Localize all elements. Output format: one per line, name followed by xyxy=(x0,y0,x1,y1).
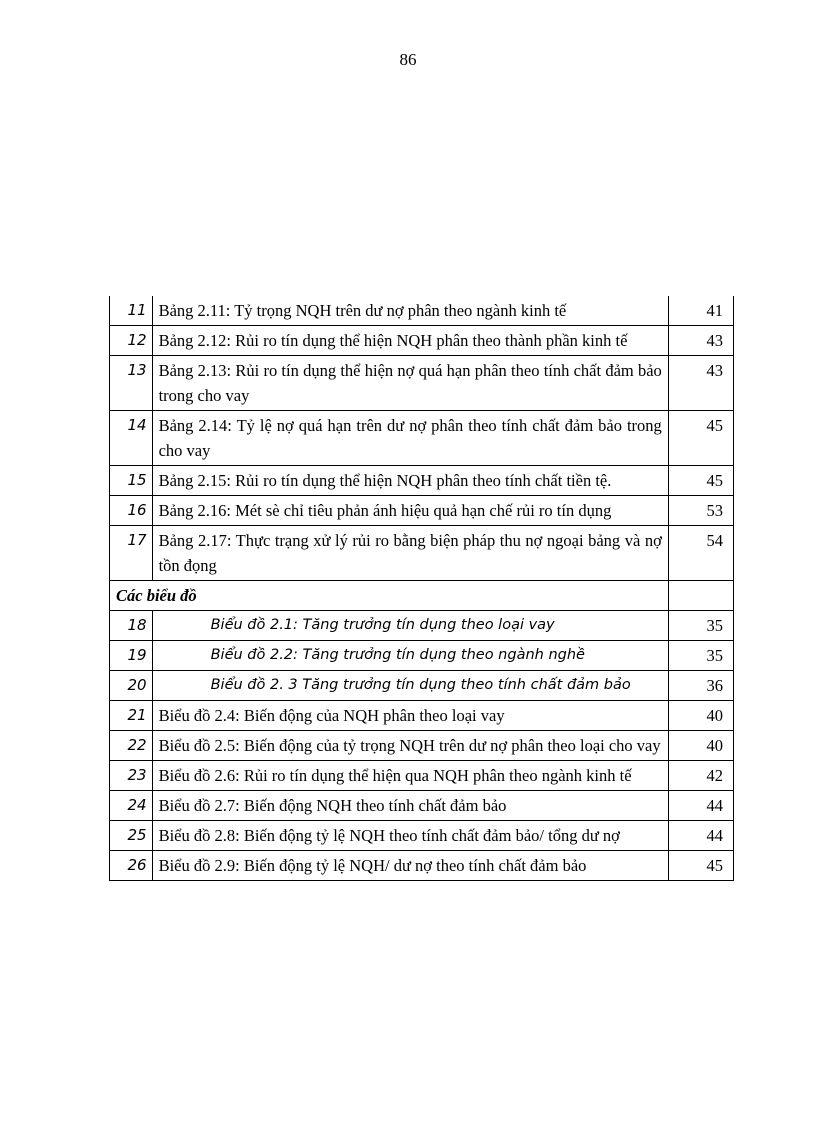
row-title: Bảng 2.17: Thực trạng xử lý rủi ro bằng biện pháp thu nợ ngoại bảng và nợ tồn đọng xyxy=(152,526,668,581)
row-page: 54 xyxy=(668,526,733,581)
table-row xyxy=(110,611,734,641)
row-page: 40 xyxy=(668,731,733,761)
section-page-cell xyxy=(668,581,733,611)
row-number: 15 xyxy=(110,466,153,496)
row-page: 44 xyxy=(668,791,733,821)
table-row xyxy=(110,731,734,761)
row-number: 19 xyxy=(110,641,153,671)
row-page: 40 xyxy=(668,701,733,731)
table-row xyxy=(110,641,734,671)
row-title: Biểu đồ 2.4: Biến động của NQH phân theo loại vay xyxy=(152,701,668,731)
row-page: 53 xyxy=(668,496,733,526)
row-page: 45 xyxy=(668,466,733,496)
row-page: 43 xyxy=(668,326,733,356)
row-page: 42 xyxy=(668,761,733,791)
row-title: Bảng 2.15: Rủi ro tín dụng thể hiện NQH phân theo tính chất tiền tệ. xyxy=(152,466,668,496)
table-row xyxy=(110,851,734,881)
table-row xyxy=(110,761,734,791)
row-page: 45 xyxy=(668,411,733,466)
section-row xyxy=(110,581,734,611)
row-number: 16 xyxy=(110,496,153,526)
row-page: 43 xyxy=(668,356,733,411)
row-number: 11 xyxy=(110,296,153,326)
table-of-contents xyxy=(109,296,734,881)
row-title: Biểu đồ 2.2: Tăng trưởng tín dụng theo ngành nghề xyxy=(152,641,668,671)
row-number: 20 xyxy=(110,671,153,701)
row-page: 44 xyxy=(668,821,733,851)
row-title: Biểu đồ 2.5: Biến động của tỷ trọng NQH trên dư nợ phân theo loại cho vay xyxy=(152,731,668,761)
table-row xyxy=(110,701,734,731)
row-title: Biểu đồ 2.1: Tăng trưởng tín dụng theo loại vay xyxy=(152,611,668,641)
row-title: Biểu đồ 2. 3 Tăng trưởng tín dụng theo tính chất đảm bảo xyxy=(152,671,668,701)
row-number: 22 xyxy=(110,731,153,761)
row-title: Biểu đồ 2.7: Biến động NQH theo tính chất đảm bảo xyxy=(152,791,668,821)
row-number: 12 xyxy=(110,326,153,356)
row-title: Bảng 2.11: Tỷ trọng NQH trên dư nợ phân theo ngành kinh tế xyxy=(152,296,668,326)
row-number: 14 xyxy=(110,411,153,466)
table-row xyxy=(110,466,734,496)
row-number: 18 xyxy=(110,611,153,641)
row-title: Bảng 2.12: Rủi ro tín dụng thể hiện NQH phân theo thành phần kinh tế xyxy=(152,326,668,356)
row-number: 13 xyxy=(110,356,153,411)
row-title: Biểu đồ 2.9: Biến động tỷ lệ NQH/ dư nợ theo tính chất đảm bảo xyxy=(152,851,668,881)
section-heading: Các biểu đồ xyxy=(110,581,669,611)
row-title: Bảng 2.14: Tỷ lệ nợ quá hạn trên dư nợ phân theo tính chất đảm bảo trong cho vay xyxy=(152,411,668,466)
row-title: Bảng 2.16: Mét sè chỉ tiêu phản ánh hiệu quả hạn chế rủi ro tín dụng xyxy=(152,496,668,526)
table-row xyxy=(110,526,734,581)
table-row xyxy=(110,791,734,821)
row-number: 24 xyxy=(110,791,153,821)
row-title: Biểu đồ 2.6: Rủi ro tín dụng thể hiện qua NQH phân theo ngành kinh tế xyxy=(152,761,668,791)
table-row xyxy=(110,821,734,851)
row-page: 35 xyxy=(668,641,733,671)
row-number: 17 xyxy=(110,526,153,581)
row-number: 26 xyxy=(110,851,153,881)
table-row xyxy=(110,411,734,466)
row-page: 45 xyxy=(668,851,733,881)
row-page: 35 xyxy=(668,611,733,641)
row-number: 21 xyxy=(110,701,153,731)
table-row xyxy=(110,326,734,356)
row-title: Biểu đồ 2.8: Biến động tỷ lệ NQH theo tính chất đảm bảo/ tổng dư nợ xyxy=(152,821,668,851)
table-row xyxy=(110,296,734,326)
row-page: 36 xyxy=(668,671,733,701)
row-number: 23 xyxy=(110,761,153,791)
table-row xyxy=(110,356,734,411)
row-number: 25 xyxy=(110,821,153,851)
table-row xyxy=(110,671,734,701)
row-title: Bảng 2.13: Rủi ro tín dụng thể hiện nợ quá hạn phân theo tính chất đảm bảo trong cho vay xyxy=(152,356,668,411)
row-page: 41 xyxy=(668,296,733,326)
page-number: 86 xyxy=(399,50,417,69)
table-row xyxy=(110,496,734,526)
